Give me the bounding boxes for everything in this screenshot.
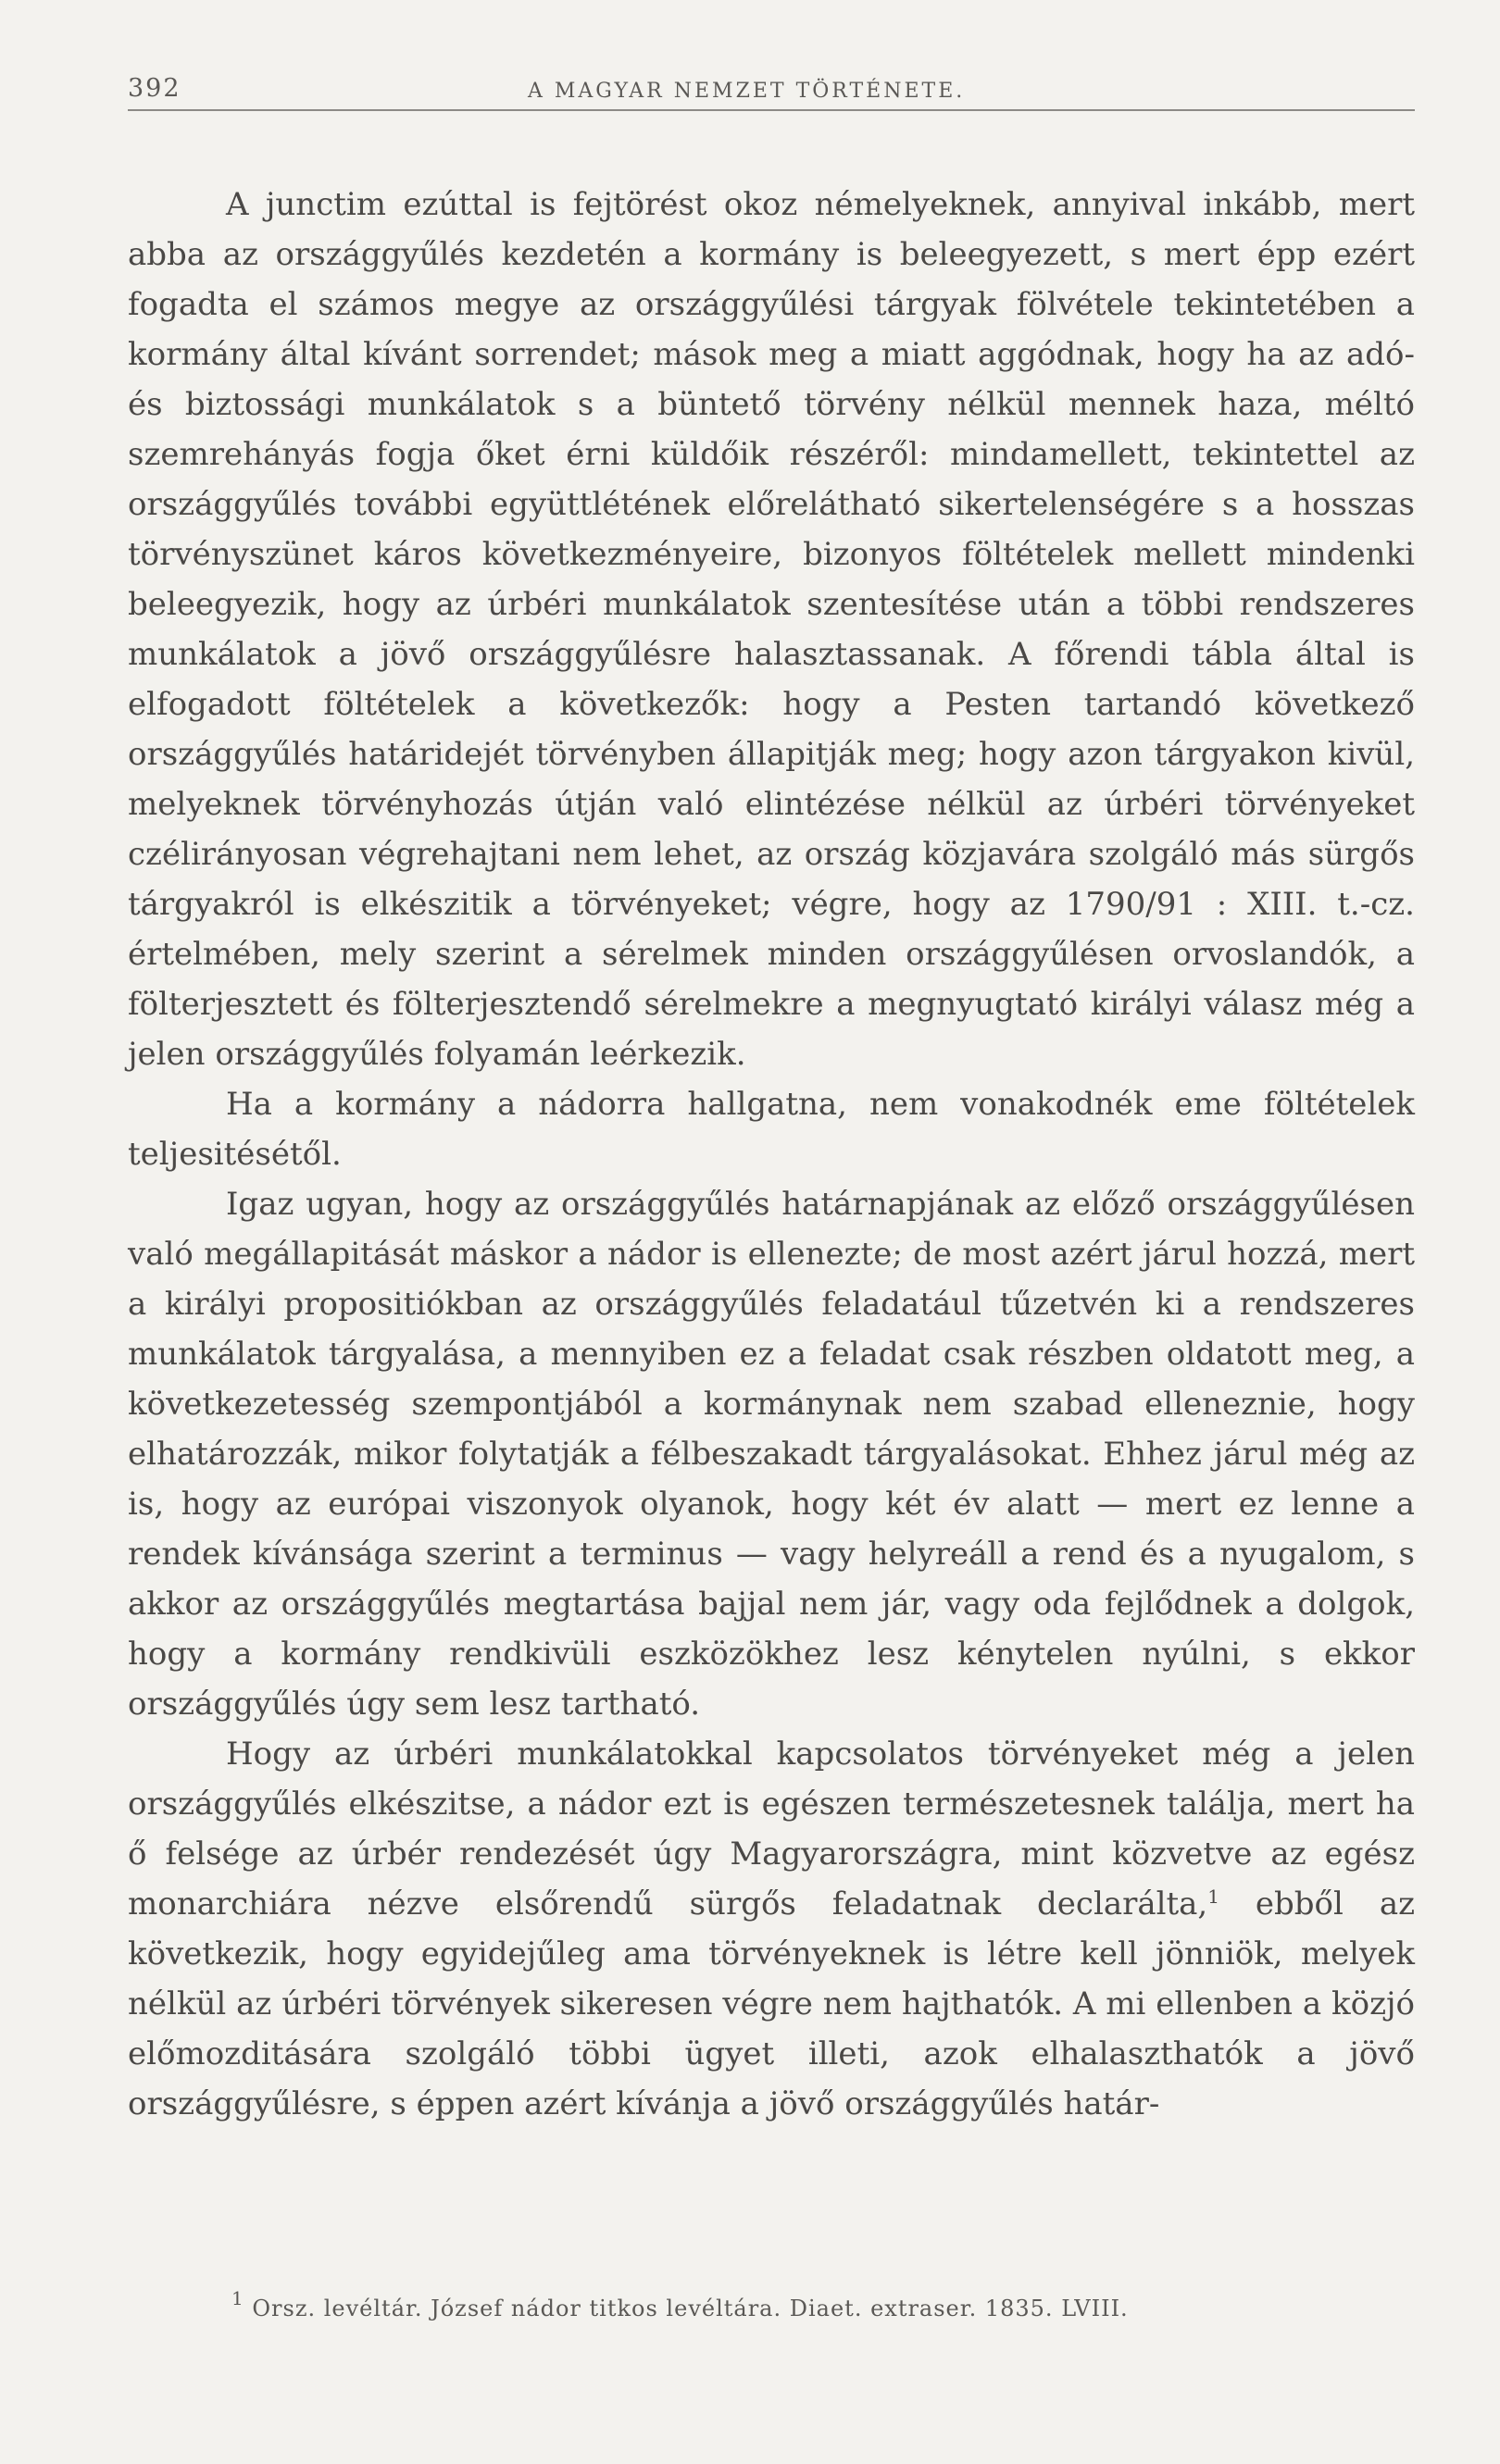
footnote-reference: 1: [1207, 1885, 1219, 1908]
footnote-marker: 1: [231, 2287, 244, 2309]
body-text: [128, 180, 1415, 2129]
running-title: A MAGYAR NEMZET TÖRTÉNETE.: [528, 80, 966, 103]
footnote: [231, 2287, 1343, 2321]
paragraph-4-text-a: Hogy az úrbéri munkálatokkal kapcsolatos törvényeket még a jelen országgyűlés elkészitse, a nádor ezt is egészen természetesnek találja, mert ha ő felsége az úrbér rendezését úgy Magyarországra, mint közvetve az egész monarchiára nézve elsőrendű sürgős feladatnak declarálta,: [128, 1736, 1415, 1923]
page-number: 392: [128, 74, 181, 103]
footnote-text: Orsz. levéltár. József nádor titkos levéltára. Diaet. extraser. 1835. LVIII.: [252, 2296, 1129, 2321]
paragraph-1: A junctim ezúttal is fejtörést okoz némelyeknek, annyival inkább, mert abba az országgyűlés kezdetén a kormány is beleegyezett, s mert épp ezért fogadta el számos megye az országgyűlési tárgyak fölvétele tekintetében a kormány által kívánt sorrendet; mások meg a miatt aggódnak, hogy ha az adó- és biztossági munkálatok s a büntető törvény nélkül mennek haza, méltó szemrehányás fogja őket érni küldőik részéről: mindamellett, tekintettel az országgyűlés további együttlétének előrelátható sikertelenségére s a hosszas törvényszünet káros következményeire, bizonyos föltételek mellett mindenki beleegyezik, hogy az úrbéri munkálatok szentesítése után a többi rendszeres munkálatok a jövő országgyűlésre halasztassanak. A főrendi tábla által is elfogadott föltételek a következők: hogy a Pesten tartandó következő országgyűlés határidejét törvényben állapitják meg; hogy azon tárgyakon kivül, melyeknek törvényhozás útján való elintézése nélkül az úrbéri törvényeket czélirányosan végrehajtani nem lehet, az ország közjavára szolgáló más sürgős tárgyakról is elkészitik a törvényeket; végre, hogy az 1790/91 : XIII. t.-cz. értelmében, mely szerint a sérelmek minden országgyűlésen orvoslandók, a fölterjesztett és fölterjesztendő sérelmekre a megnyugtató királyi válasz még a jelen országgyűlés folyamán leérkezik.: [128, 186, 1415, 1073]
paragraph-4: [128, 1729, 1415, 2129]
paragraph-4-text-b: ebből az következik, hogy egyidejűleg ama törvényeknek is létre kell jönniök, melyek nélkül az úrbéri törvények sikeresen végre nem hajthatók. A mi ellenben a közjó előmozditására szolgáló többi ügyet illeti, azok elhalaszthatók a jövő országgyűlésre, s éppen azért kívánja a jövő országgyűlés határ-: [128, 1885, 1415, 2122]
paragraph-2: Ha a kormány a nádorra hallgatna, nem vonakodnék eme föltételek teljesitésétől.: [128, 1086, 1415, 1173]
page-header: [128, 74, 1415, 111]
paragraph-3: Igaz ugyan, hogy az országgyűlés határnapjának az előző országgyűlésen való megállapitását máskor a nádor is ellenezte; de most azért járul hozzá, mert a királyi propositiókban az országgyűlés feladatául tűzetvén ki a rendszeres munkálatok tárgyalása, a mennyiben ez a feladat csak részben oldatott meg, a következetesség szempontjából a kormánynak nem szabad elleneznie, hogy elhatározzák, mikor folytatják a félbeszakadt tárgyalásokat. Ehhez járul még az is, hogy az európai viszonyok olyanok, hogy két év alatt — mert ez lenne a rendek kívánsága szerint a terminus — vagy helyreáll a rend és a nyugalom, s akkor az országgyűlés megtartása bajjal nem jár, vagy oda fejlődnek a dolgok, hogy a kormány rendkivüli eszközökhez lesz kénytelen nyúlni, s ekkor országgyűlés úgy sem lesz tartható.: [128, 1186, 1415, 1723]
header-rule: [128, 109, 1415, 111]
